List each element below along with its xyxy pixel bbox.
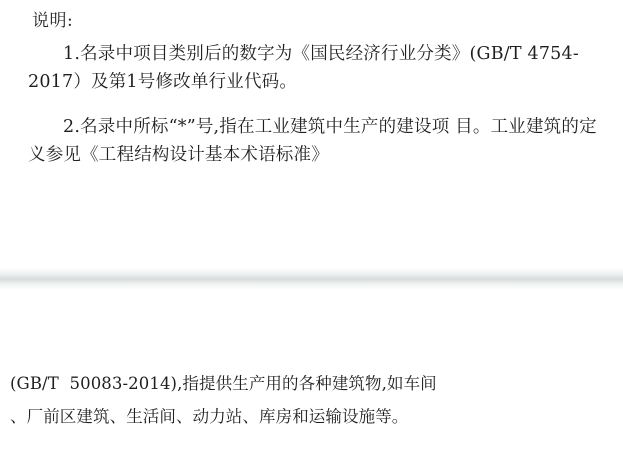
section-label: 说明: [32,11,74,31]
page-divider [0,268,623,290]
continued-text-block [10,370,610,432]
note-item-2: 2.名录中所标“*”号,指在工业建筑中生产的建设项 目。工业建筑的定义参见《工程结构设计基本术语标准》 [28,117,597,166]
note-item-1: 1.名录中项目类别后的数字为《国民经济行业分类》(GB/T 4754-2017）及第1号修改单行业代码。 [28,44,579,93]
continued-line-2: 、厂前区建筑、生活间、动力站、库房和运输设施等。 [10,406,409,426]
continued-line-1: (GB/T 50083-2014),指提供生产用的各种建筑物,如车间 [10,374,437,393]
